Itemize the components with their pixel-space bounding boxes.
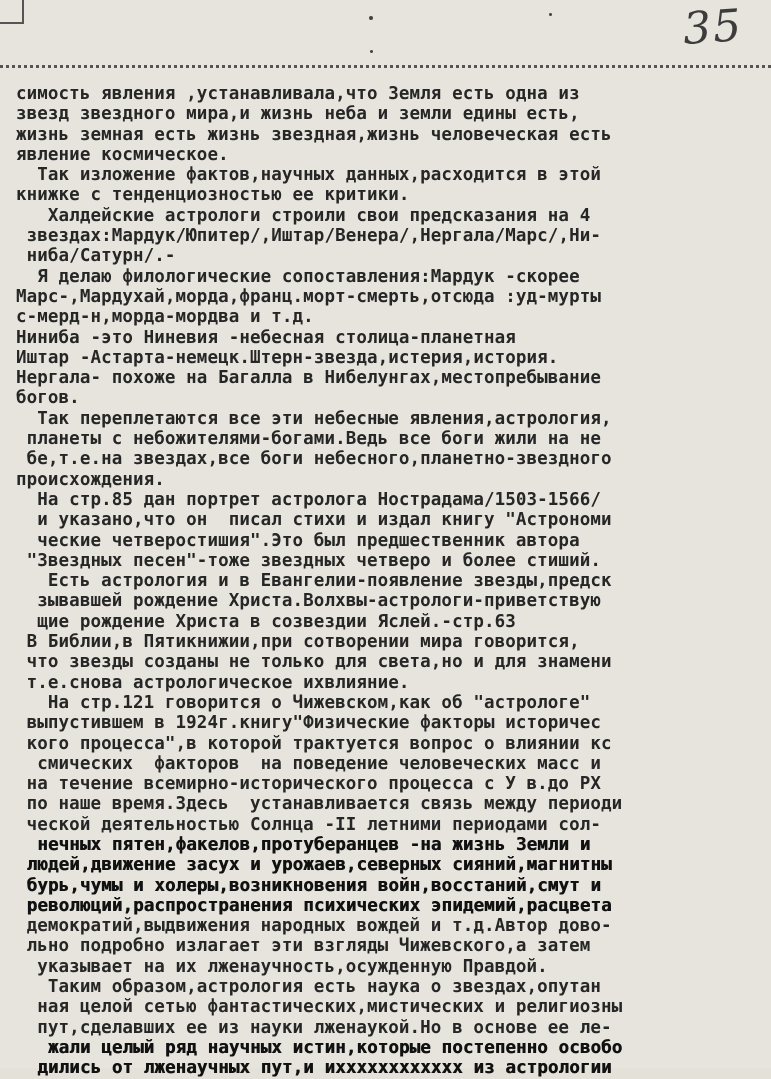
text-line: Нергала- похоже на Багалла в Нибелунгах,местопребывание [16,368,601,389]
text-line: демократий,выдвижения народных вождей и т.д.Автор дово- [16,916,612,937]
text-line: щие рождение Христа в созвездии Яслей.-стр.63 [16,611,516,632]
text-line: Я делаю филологические сопоставления:Мардук -скорее [16,266,580,287]
text-line: с-мерд-н,морда-мордва и т.д. [16,307,314,328]
text-line: бурь,чумы и холеры,возникновения войн,восстаний,смут и [16,875,601,896]
text-line: Так изложение фактов,научных данных,расходится в этой [16,165,601,186]
text-line: и указано,что он писал стихи и издал книгу "Астрономи [16,510,612,531]
perforation-line [0,65,771,72]
text-line: "Звездных песен"-тоже звездных четверо и более стиший. [16,550,601,571]
text-line: звезд звездного мира,и жизнь неба и земли едины есть, [16,104,580,125]
text-line: На стр.121 говорится о Чижевском,как об "астрологе" [16,692,591,713]
text-line: Есть астрология и в Евангелии-появление звезды,предск [16,571,612,592]
text-line: жали целый ряд научных истин,которые постепенно освобо [16,1037,623,1058]
text-line: дились от лженаучных пут,и иxxxxxxxxxxxx из астрологии [16,1058,612,1079]
text-line: Таким образом,астрология есть наука о звездах,опутан [16,977,601,998]
text-line: жизнь земная есть жизнь звездная,жизнь человеческая есть [16,124,612,145]
text-line: планеты с небожителями-богами.Ведь все боги жили на не [16,429,601,450]
text-line: происхождения. [16,469,165,490]
text-line: выпустившем в 1924г.книгу"Физические факторы историчес [16,713,601,734]
text-line: книжке с тенденциозностью ее критики. [16,185,410,206]
text-line: указывает на их лженаучность,осужденную Правдой. [16,956,548,977]
text-line: зывавшей рождение Христа.Волхвы-астрологи-приветствую [16,591,601,612]
text-line: Халдейские астрологи строили свои предсказания на 4 [16,205,591,226]
text-line: смических факторов на поведение человеческих масс и [16,753,601,774]
text-line: Иштар -Астарта-немецк.Штерн-звезда,истерия,история. [16,347,559,368]
text-line: богов. [16,388,80,409]
text-line: Ниниба -это Ниневия -небесная столица-планетная [16,327,516,348]
text-line: ниба/Сатурн/.- [16,246,176,267]
text-line: ческой деятельностью Солнца -II летними периодами сол- [16,814,601,835]
text-line: В Библии,в Пятикнижии,при сотворении мира говорится, [16,632,580,653]
text-line: симость явления ,устанавливала,что Земля есть одна из [16,84,580,104]
ink-speck [549,13,552,16]
text-line: явление космическое. [16,144,229,165]
text-line: Так переплетаются все эти небесные явления,астрология, [16,408,612,429]
text-line: т.е.снова астрологическое иxвлияние. [16,672,410,693]
text-line: ная целой сетью фантастических,мистических и религиозны [16,997,623,1018]
page-number: 35 [681,0,745,56]
text-line: льно подробно излагает эти взгляды Чижевского,а затем [16,936,591,957]
text-line: бе,т.е.на звездах,все боги небесного,планетно-звездного [16,449,612,470]
text-line: На стр.85 дан портрет астролога Нострадама/1503-1566/ [16,489,601,510]
text-line: по наше время.Здесь устанавливается связь между периоди [16,794,623,815]
text-line: революций,распространения психических эпидемий,расцвета [16,895,612,916]
text-line: звездах:Мардук/Юпитер/,Иштар/Венера/,Нергала/Марс/,Ни- [16,226,601,247]
text-line: на течение всемирно-исторического процесса с У в.до РХ [16,774,601,795]
typewritten-text [16,84,761,1079]
text-line: нечных пятен,факелов,протуберанцев -на жизнь Земли и [16,834,591,855]
corner-mark [0,0,24,24]
text-line: пут,сделавших ее из науки лженаукой.Но в основе ее ле- [16,1017,612,1038]
text-line: Марс-,Мардухай,морда,франц.морт-смерть,отсюда :уд-мурты [16,286,601,307]
text-line: ческие четверостишия".Это был предшественник автора [16,530,580,551]
text-line: людей,движение засух и урожаев,северных сияний,магнитны [16,855,612,876]
ink-speck [370,50,373,53]
text-line: кого процесса",в которой трактуется вопрос о влиянии кс [16,733,612,754]
text-line: что звезды созданы не только для света,но и для знамени [16,652,612,673]
ink-speck [369,16,373,20]
